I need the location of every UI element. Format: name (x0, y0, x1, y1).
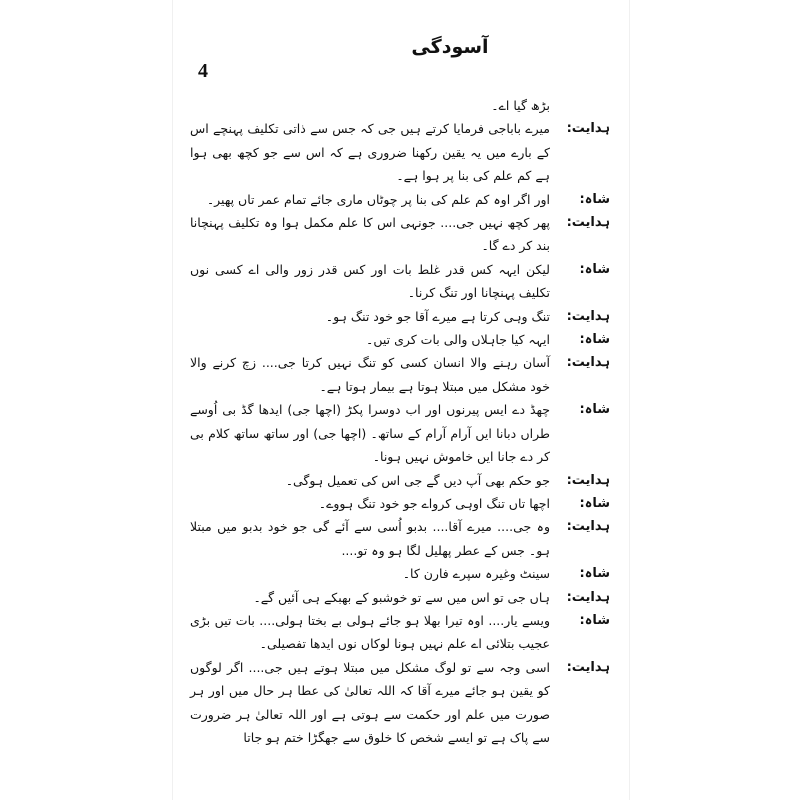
dialogue-entry (190, 586, 610, 609)
speech-text: اور اگر اوہ کم علم کی بنا پر چوٹاں ماری جائے تمام عمر تاں پھیر۔ (206, 191, 550, 207)
dialogue-entry (190, 656, 610, 750)
speaker-label: شاہ: (579, 191, 610, 207)
speaker-label: ہدایت: (566, 215, 610, 231)
dialogue-entry (190, 188, 610, 211)
speaker-label: ہدایت: (566, 472, 610, 488)
dialogue-entry (190, 609, 610, 656)
dialogue-entry (190, 562, 610, 585)
dialogue-entry (190, 258, 610, 305)
speaker-label: شاہ: (579, 612, 610, 628)
dialogue-entry (190, 492, 610, 515)
speech-text: ہاں جی تو اس میں سے تو خوشبو کے بھبکے ہی آئیں گے۔ (253, 589, 550, 605)
speech-text: تنگ وہی کرتا ہے میرے آقا جو خود تنگ ہو۔ (325, 308, 550, 324)
speaker-label: شاہ: (579, 332, 610, 348)
speaker-label: شاہ: (579, 402, 610, 418)
speaker-label: ہدایت: (566, 308, 610, 324)
speech-text: چھڈ دے ایس پیرنوں اور اب دوسرا پکڑ (اچھا جی) ایدھا گڈ بی اُوسے طراں دبانا ایں آرام آرام کے ساتھ۔ (اچھا جی) اور ساتھ ساتھ کلام بی کر دے جانا ایں خاموش نہیں ہونا۔ (190, 402, 550, 465)
speech-text: آسان رہنے والا انسان کسی کو تنگ نہیں کرتا جی.... زچ کرنے والا خود مشکل میں مبتلا ہوتا ہے بیمار ہوتا ہے۔ (190, 355, 550, 394)
speaker-label: ہدایت: (566, 519, 610, 535)
running-title: آسودگی (411, 36, 489, 58)
speech-text: پھر کچھ نہیں جی.... جونہی اس کا علم مکمل ہوا وہ تکلیف پہنچانا بند کر دے گا۔ (190, 215, 550, 254)
speech-text: وہ جی.... میرے آقا.... بدبو اُسی سے آئے گی جو خود بدبو میں مبتلا ہو۔ جس کے عطر پھلیل لگا ہو وہ تو.... (190, 519, 550, 558)
speech-text: اچھا تاں تنگ اوہی کرواے جو خود تنگ ہووے۔ (318, 495, 550, 511)
speech-text: بڑھ گیا اے۔ (491, 98, 550, 113)
speech-text: سینٹ وغیرہ سپرے فارن کا۔ (402, 566, 550, 582)
speech-text: ایہہ کیا جاہلاں والی بات کری تیں۔ (366, 332, 550, 348)
dialogue-entry (190, 351, 610, 398)
speaker-label: ہدایت: (566, 589, 610, 605)
speaker-label: ہدایت: (566, 355, 610, 371)
speaker-label: ہدایت: (566, 659, 610, 675)
dialogue-entry (190, 117, 610, 187)
dialogue-entry (190, 515, 610, 562)
speaker-label: شاہ: (579, 495, 610, 511)
speech-text: جو حکم بھی آپ دیں گے جی اس کی تعمیل ہوگی۔ (285, 472, 550, 488)
speech-text: میرے باباجی فرمایا کرتے ہیں جی کہ جس سے ذاتی تکلیف پہنچے اس کے بارے میں یہ یقین رکھنا ضروری ہے کہ اس سے جو کچھ بھی ہوا ہے کم علم کی بنا پر ہوا ہے۔ (190, 121, 550, 184)
dialogue-entry (190, 398, 610, 468)
dialogue-entry (190, 211, 610, 258)
dialogue-entry (190, 328, 610, 351)
dialogue-body (190, 94, 610, 749)
speech-text: لیکن ایہہ کس قدر غلط بات اور کس قدر زور والی اے کسی نوں تکلیف پہنچانا اور تنگ کرنا۔ (190, 261, 550, 301)
dialogue-entry (190, 469, 610, 492)
speech-text: ویسے یار.... اوہ تیرا بھلا ہو جائے ہولی بے بختا ہولی.... بات تیں بڑی عجیب بتلائی اے علم نہیں ہونا لوکاں نوں ایدھا تفصیلی۔ (190, 612, 550, 652)
speaker-label: شاہ: (579, 261, 610, 277)
speech-text: اسی وجہ سے تو لوگ مشکل میں مبتلا ہوتے ہیں جی.... اگر لوگوں کو یقین ہو جائے میرے آقا کہ اللہ تعالیٰ کی عطا ہر حال میں اور ہر صورت میں علم اور حکمت سے ہوتی ہے اور اللہ تعالیٰ ہر ضرورت سے پاک ہے تو ایسے شخص کا خلوق سے جھگڑا ختم ہو جاتا (190, 659, 550, 745)
speaker-label: شاہ: (579, 566, 610, 582)
dialogue-entry (190, 94, 610, 117)
dialogue-entry (190, 305, 610, 328)
speaker-label: ہدایت: (566, 121, 610, 137)
page-number: 4 (198, 60, 208, 82)
